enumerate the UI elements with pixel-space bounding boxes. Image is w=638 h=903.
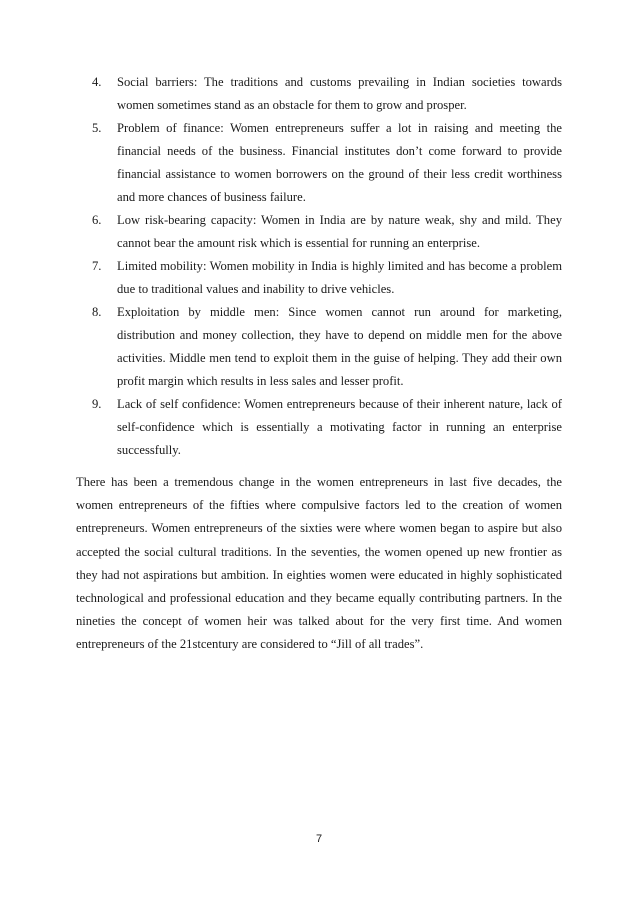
list-item-text: Exploitation by middle men: Since women cannot run around for marketing, distribution and money collection, they have to depend on middle men for the above activities. Middle men tend to exploit them in the guise of helping. They add their own profit margin which results in less sales and lesser profit. [117,305,562,388]
list-item-number: 9. [92,397,102,411]
challenges-list [92,71,562,462]
list-item-number: 4. [92,75,102,89]
list-item-text: Problem of finance: Women entrepreneurs suffer a lot in raising and meeting the financial needs of the business. Financial institutes don’t come forward to provide financial assistance to women borrowers on the ground of their less credit worthiness and more chances of business failure. [117,121,562,204]
list-item-text: Social barriers: The traditions and customs prevailing in Indian societies towards women sometimes stand as an obstacle for them to grow and prosper. [117,75,562,112]
list-item-text: Limited mobility: Women mobility in India is highly limited and has become a problem due to traditional values and inability to drive vehicles. [117,259,562,296]
list-item-number: 5. [92,121,102,135]
list-item-number: 6. [92,213,102,227]
list-item-number: 8. [92,305,102,319]
list-item [92,209,562,255]
page-number: 7 [315,833,323,845]
body-paragraph: There has been a tremendous change in the women entrepreneurs in last five decades, the women entrepreneurs of the fifties where compulsive factors led to the creation of women entrepreneurs. Women entrepreneurs of the sixties were where women began to aspire but also accepted the social cultural traditions. In the seventies, the women opened up new frontier as they had not aspirations but ambition. In eighties women were educated in highly sophisticated technological and professional education and they became equally contributing partners. In the nineties the concept of women heir was talked about for the very first time. And women entrepreneurs of the 21stcentury are considered to “Jill of all trades”. [76,475,562,652]
list-item-number: 7. [92,259,102,273]
list-item [92,117,562,209]
list-item-text: Lack of self confidence: Women entrepreneurs because of their inherent nature, lack of self-confidence which is essentially a motivating factor in running an enterprise successfully. [117,397,562,457]
list-item [92,71,562,117]
list-item [92,301,562,393]
list-item [92,255,562,301]
list-item-text: Low risk-bearing capacity: Women in India are by nature weak, shy and mild. They cannot bear the amount risk which is essential for running an enterprise. [117,213,562,250]
list-item [92,393,562,462]
